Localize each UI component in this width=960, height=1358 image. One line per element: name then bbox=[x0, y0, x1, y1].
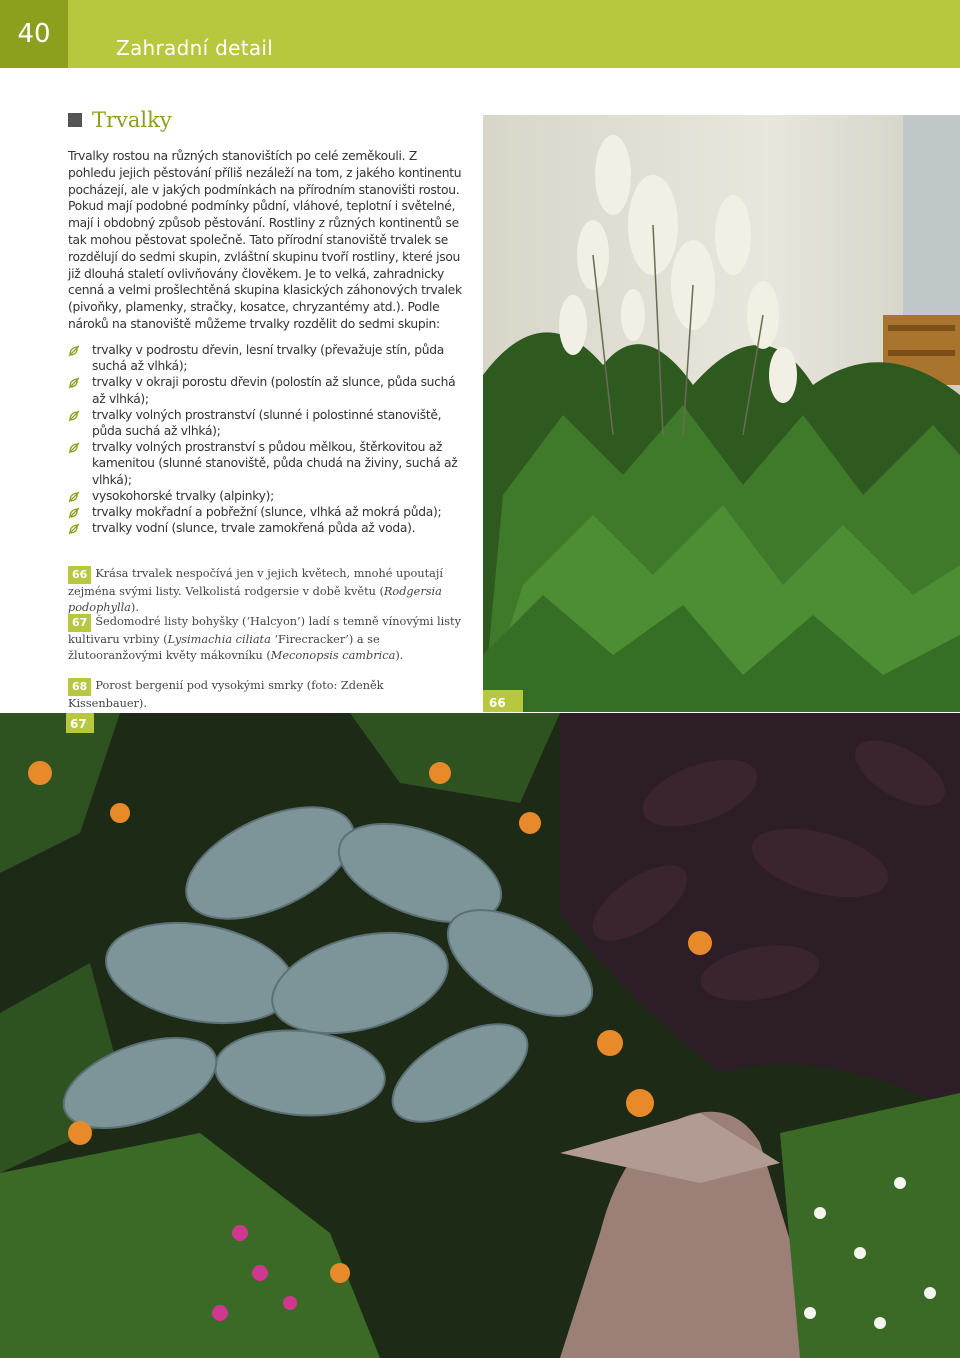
list-item-text: trvalky volných prostranství (slunné i polostinné stanoviště, půda suchá až vlhká); bbox=[92, 407, 442, 439]
caption-text: Krása trvalek nespočívá jen v jejich květech, mnohé upoutají zejména svými listy. Velkolistá rodgersie v době květu ( bbox=[68, 567, 444, 598]
section-heading bbox=[68, 108, 172, 132]
caption-text: Porost bergenií pod vysokými smrky (foto: Zdeněk Kissenbauer). bbox=[68, 679, 384, 710]
caption-text-end: ). bbox=[130, 601, 139, 614]
leaf-icon bbox=[68, 410, 80, 422]
caption-number: 66 bbox=[68, 566, 91, 584]
caption-text: Šedomodré listy bohyšky (‘Halcyon’) ladí s temně vínovými listy kultivaru vrbiny ( bbox=[68, 615, 461, 646]
hosta-illustration bbox=[0, 713, 960, 1358]
list-item bbox=[68, 520, 468, 536]
page-number: 40 bbox=[0, 0, 68, 68]
caption-text-end: ). bbox=[395, 649, 404, 662]
photo-hosta-garden bbox=[0, 713, 960, 1358]
list-item-text: trvalky volných prostranství s půdou mělkou, štěrkovitou až kamenitou (slunné stanoviště, půda chudá na živiny, suchá až vlhká); bbox=[92, 440, 458, 487]
bullet-list bbox=[68, 342, 468, 536]
caption-number: 67 bbox=[68, 614, 91, 632]
caption-italic: Rodgersia podophylla bbox=[68, 585, 442, 614]
list-item bbox=[68, 407, 468, 439]
leaf-icon bbox=[68, 523, 80, 535]
photo-66-badge: 66 bbox=[489, 696, 506, 710]
intro-paragraph: Trvalky rostou na různých stanovištích po celé zeměkouli. Z pohledu jejich pěstování příliš nezáleží na tom, z jakého kontinentu pocházejí, ale v jakých podmínkách na přírodním stanovišti rostou. Pokud mají podobné podmínky půdní, vláhové, teplotní i světelné, mají i obdobný způsob pěstování. Rostliny z různých kontinentů se tak mohou pěstovat společně. Tato přírodní stanoviště trvalek se rozdělují do sedmi skupin, zvláštní skupinu tvoří rostliny, které jsou již dlouhá staletí ovlivňovány člověkem. Je to velká, zahradnicky cenná a velmi prošlechtěná skupina klasických záhonových trvalek (pivoňky, plamenky, stračky, kosatce, chryzantémy atd.). Podle nároků na stanoviště můžeme trvalky rozdělit do sedmi skupin: bbox=[68, 149, 462, 331]
leaf-icon bbox=[68, 345, 80, 357]
leaf-icon bbox=[68, 507, 80, 519]
list-item bbox=[68, 488, 468, 504]
list-item bbox=[68, 439, 468, 488]
photo-rodgersia bbox=[483, 115, 960, 712]
leaf-icon bbox=[68, 377, 80, 389]
header-band bbox=[0, 0, 960, 68]
caption-italic-2: Meconopsis cambrica bbox=[270, 649, 396, 662]
caption-number: 68 bbox=[68, 678, 91, 696]
caption-italic: Lysimachia ciliata bbox=[167, 633, 271, 646]
square-bullet-icon bbox=[68, 113, 82, 127]
caption-text-mid: ‘Firecracker’) a se žlutooranžovými květy mákovníku ( bbox=[68, 633, 380, 662]
list-item-text: trvalky vodní (slunce, trvale zamokřená půda až voda). bbox=[92, 521, 416, 536]
section-title: Trvalky bbox=[92, 108, 172, 132]
header-title: Zahradní detail bbox=[116, 36, 274, 60]
list-item bbox=[68, 374, 468, 406]
leaf-icon bbox=[68, 491, 80, 503]
rodgersia-illustration bbox=[483, 115, 960, 712]
list-item bbox=[68, 504, 468, 520]
list-item-text: vysokohorské trvalky (alpinky); bbox=[92, 488, 274, 503]
caption-66 bbox=[68, 566, 463, 616]
leaf-icon bbox=[68, 442, 80, 454]
caption-68 bbox=[68, 678, 463, 712]
list-item-text: trvalky v okraji porostu dřevin (polostín až slunce, půda suchá až vlhká); bbox=[92, 375, 456, 406]
photo-67-badge: 67 bbox=[70, 717, 87, 731]
list-item-text: trvalky mokřadní a pobřežní (slunce, vlhká až mokrá půda); bbox=[92, 505, 442, 520]
list-item bbox=[68, 342, 468, 374]
list-item-text: trvalky v podrostu dřevin, lesní trvalky (převažuje stín, půda suchá až vlhká); bbox=[92, 343, 444, 374]
caption-67 bbox=[68, 614, 463, 664]
